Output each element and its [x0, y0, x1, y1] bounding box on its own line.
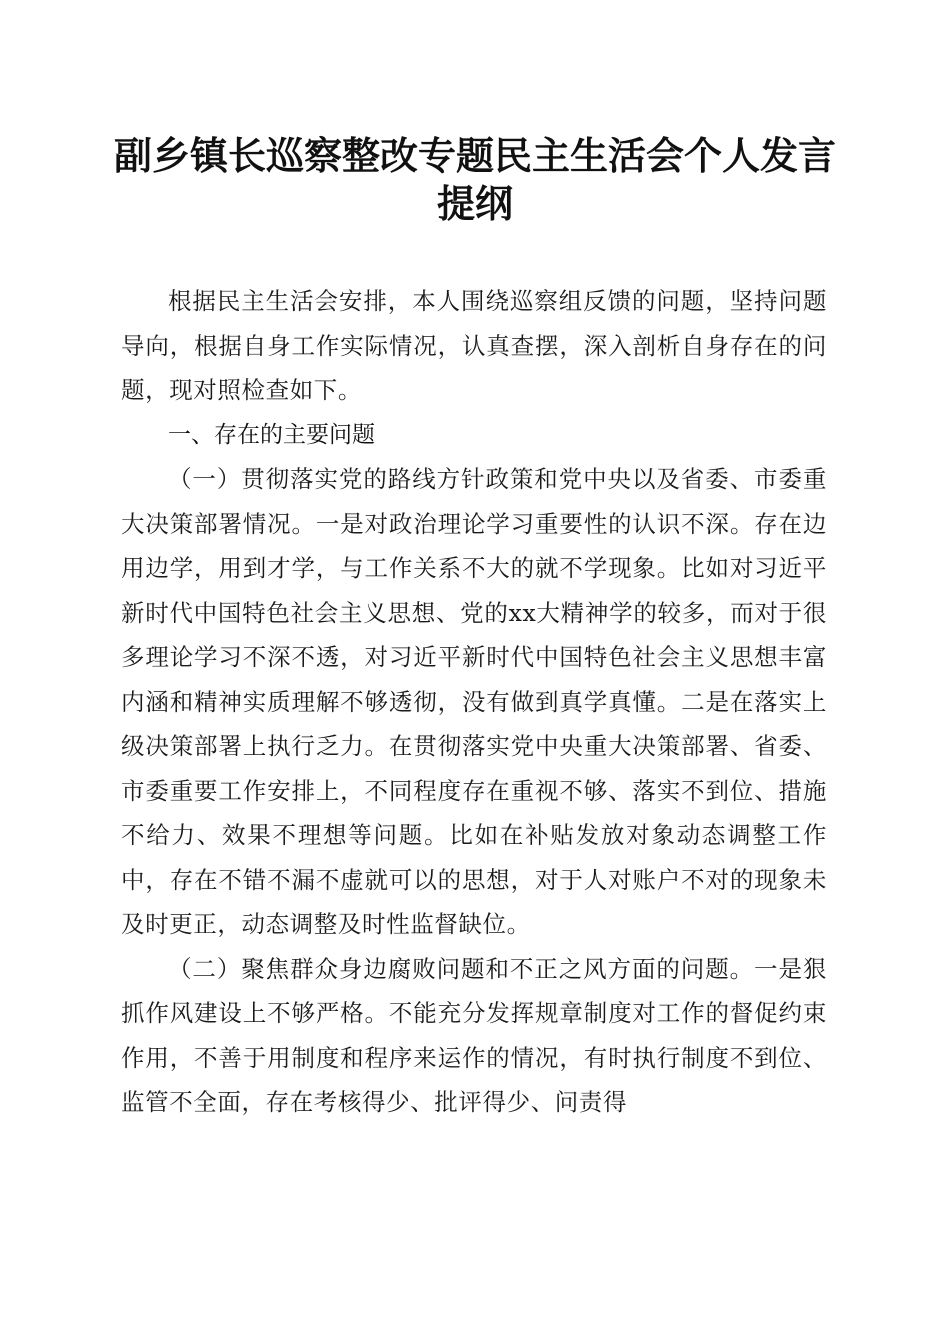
body-paragraph-1: （一）贯彻落实党的路线方针政策和党中央以及省委、市委重大决策部署情况。一是对政治理论学习重要性的认识不深。存在边用边学，用到才学，与工作关系不大的就不学现象。比如对习近平新时代中国特色社会主义思想、党的xx大精神学的较多，而对于很多理论学习不深不透，对习近平新时代中国特色社会主义思想丰富内涵和精神实质理解不够透彻，没有做到真学真懂。二是在落实上级决策部署上执行乏力。在贯彻落实党中央重大决策部署、省委、市委重要工作安排上，不同程度存在重视不够、落实不到位、措施不给力、效果不理想等问题。比如在补贴发放对象动态调整工作中，存在不错不漏不虚就可以的思想，对于人对账户不对的现象未及时更正，动态调整及时性监督缺位。	[121, 465, 827, 938]
body-paragraph-2: （二）聚焦群众身边腐败问题和不正之风方面的问题。一是狠抓作风建设上不够严格。不能充分发挥规章制度对工作的督促约束作用，不善于用制度和程序来运作的情况，有时执行制度不到位、监管不全面，存在考核得少、批评得少、问责得	[121, 954, 827, 1116]
section-heading: 一、存在的主要问题	[168, 421, 375, 448]
document-body	[121, 279, 827, 1125]
intro-paragraph: 根据民主生活会安排，本人围绕巡察组反馈的问题，坚持问题导向，根据自身工作实际情况，认真查摆，深入剖析自身存在的问题，现对照检查如下。	[121, 287, 827, 404]
document-title: 副乡镇长巡察整改专题民主生活会个人发言提纲	[113, 134, 836, 226]
